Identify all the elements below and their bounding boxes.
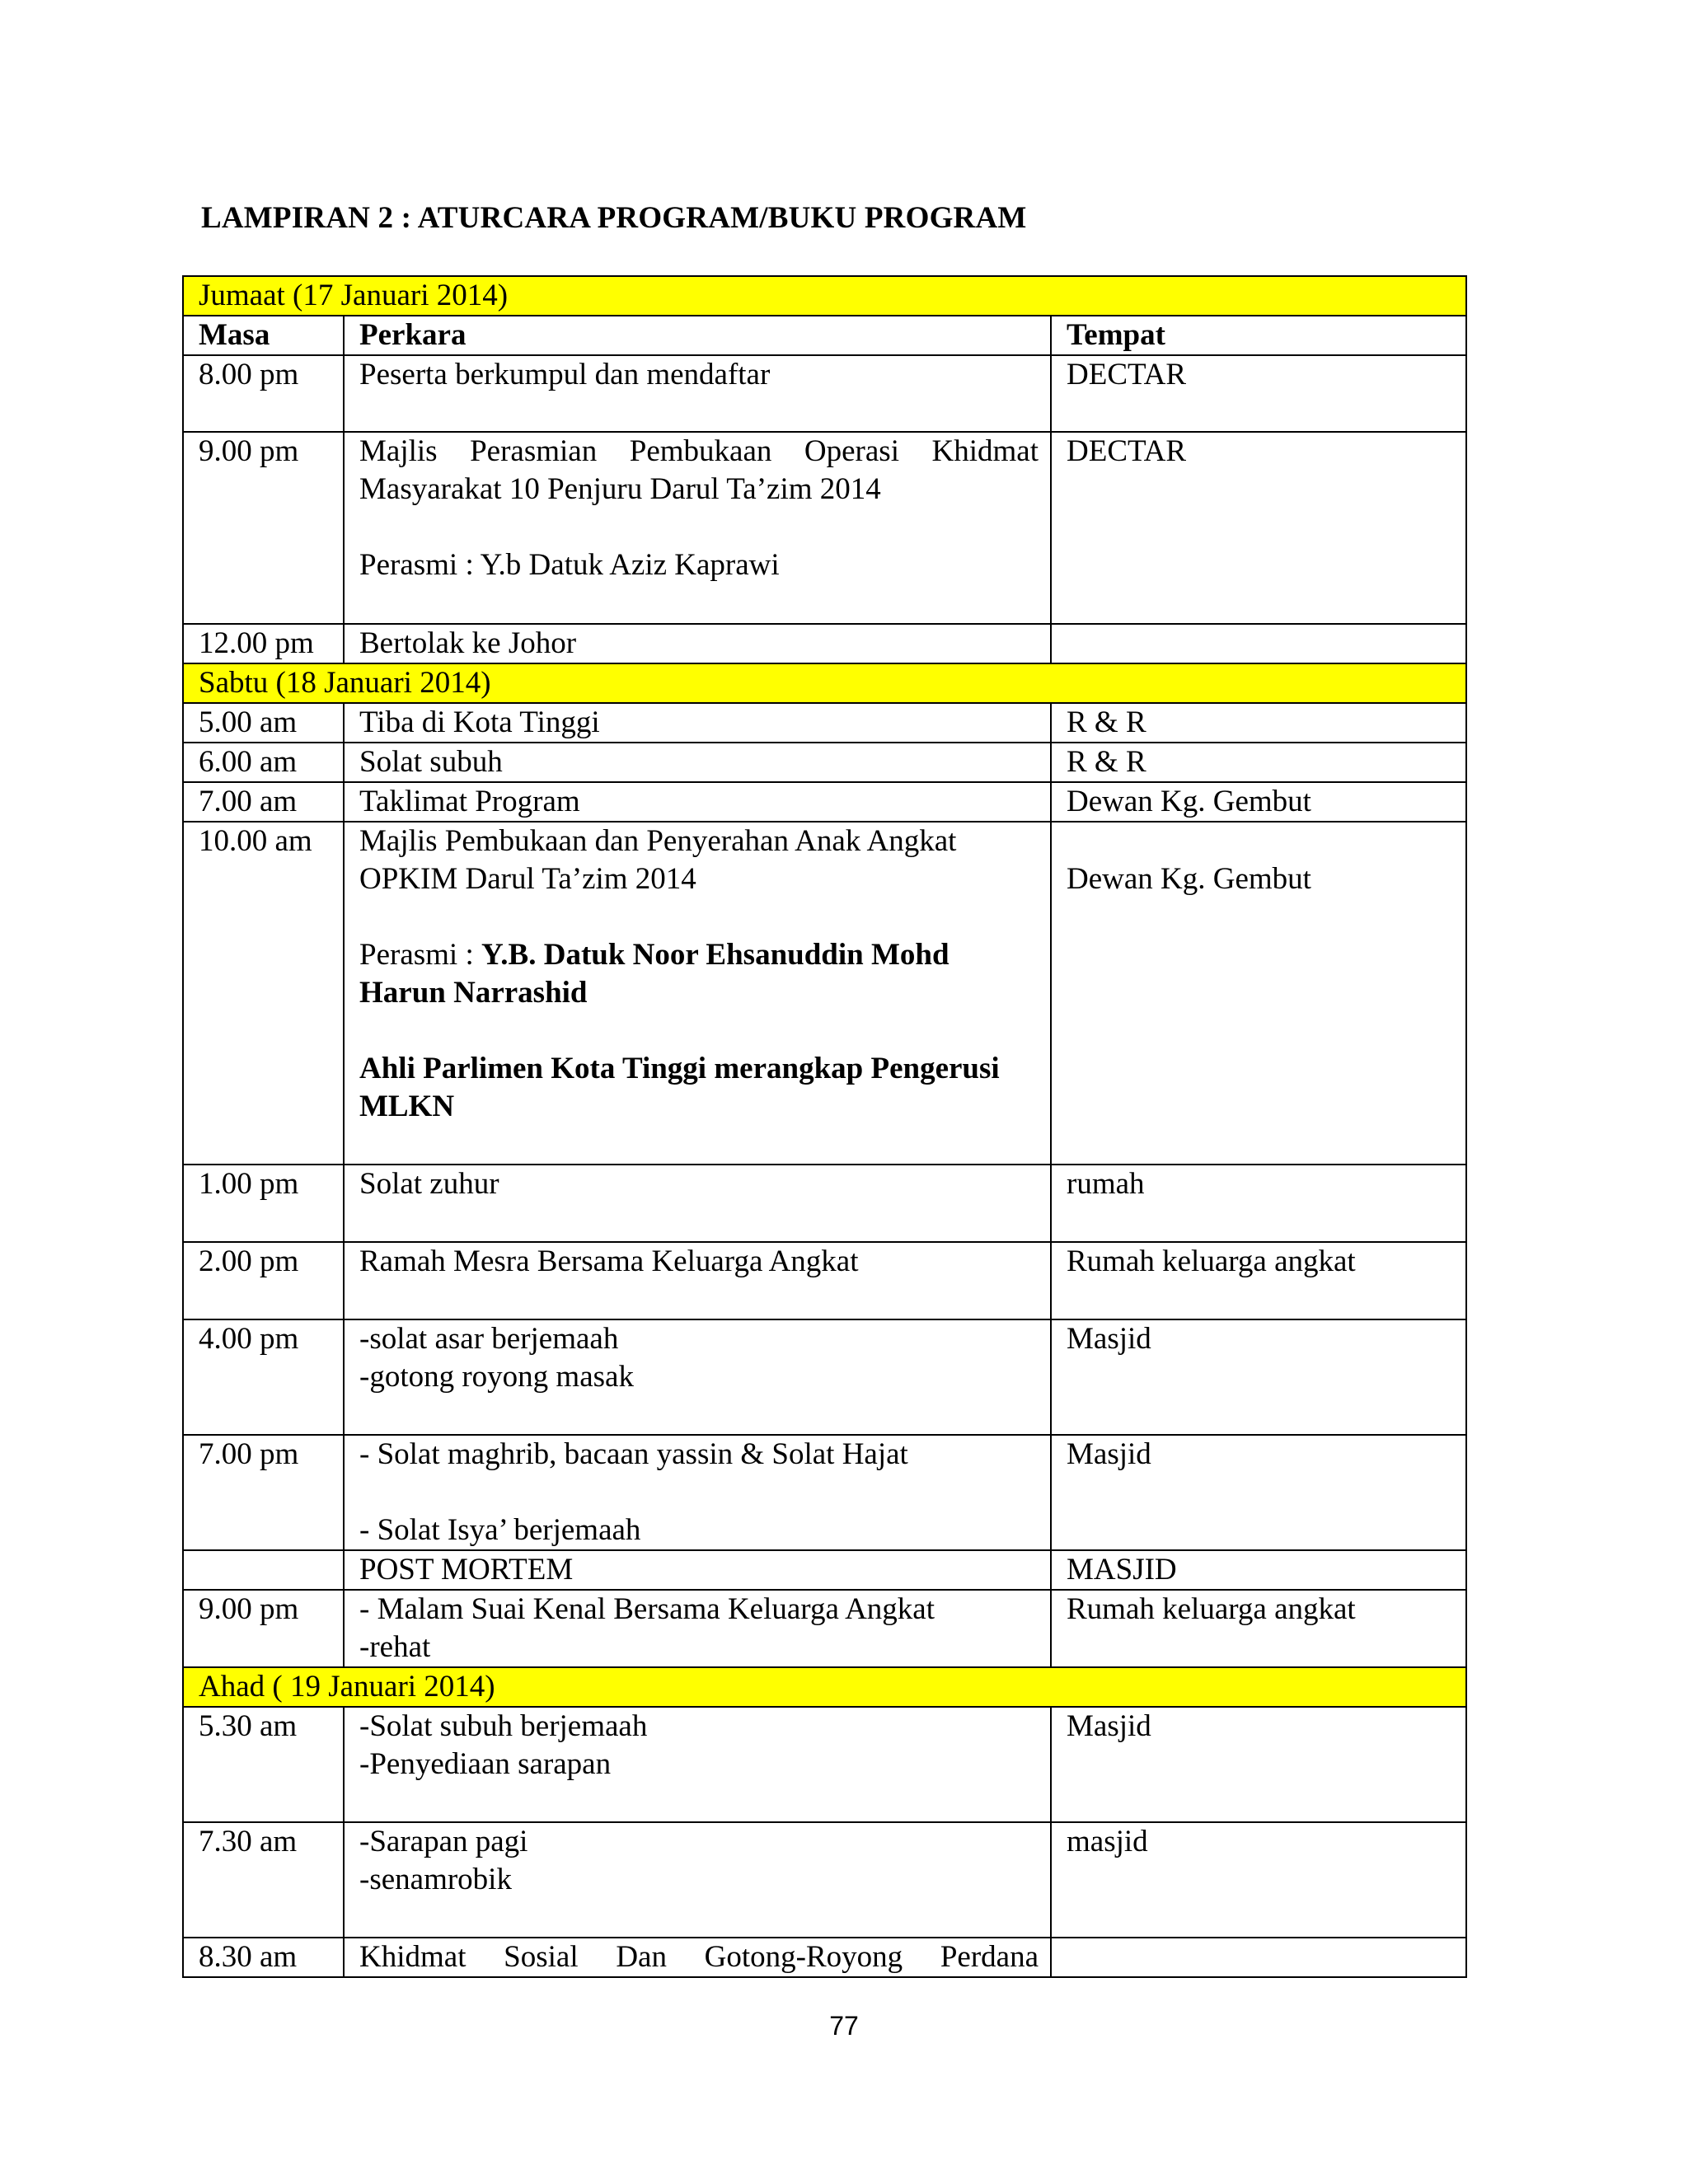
tempat-cell: Rumah keluarga angkat xyxy=(1051,1590,1466,1667)
column-header-perkara: Perkara xyxy=(344,316,1051,355)
table-row xyxy=(183,1435,1466,1550)
perkara-line: OPKIM Darul Ta’zim 2014 xyxy=(359,862,696,896)
table-row xyxy=(183,822,1466,1165)
schedule-table xyxy=(182,275,1467,1978)
perkara-line: - Solat maghrib, bacaan yassin & Solat Hajat xyxy=(359,1437,908,1471)
tempat-cell xyxy=(1051,624,1466,663)
perkara-cell xyxy=(344,1707,1051,1822)
table-row xyxy=(183,1590,1466,1667)
day-label: Ahad ( 19 Januari 2014) xyxy=(183,1667,1466,1707)
table-row xyxy=(183,1319,1466,1435)
perkara-cell: POST MORTEM xyxy=(344,1550,1051,1590)
masa-cell: 1.00 pm xyxy=(183,1165,344,1242)
perkara-line: -senamrobik xyxy=(359,1863,512,1896)
perkara-text: Majlis Perasmian Pembukaan Operasi Khidmat Masyarakat 10 Penjuru Darul Ta’zim 2014 xyxy=(359,434,1039,506)
tempat-text: Dewan Kg. Gembut xyxy=(1067,862,1311,896)
table-row xyxy=(183,1550,1466,1590)
perkara-cell: Tiba di Kota Tinggi xyxy=(344,703,1051,743)
perkara-cell xyxy=(344,822,1051,1165)
perkara-cell xyxy=(344,1435,1051,1550)
tempat-cell: Dewan Kg. Gembut xyxy=(1051,782,1466,822)
tempat-cell: Rumah keluarga angkat xyxy=(1051,1242,1466,1319)
tempat-cell: Masjid xyxy=(1051,1707,1466,1822)
perkara-cell xyxy=(344,1590,1051,1667)
perasmi-text xyxy=(359,936,1039,1012)
column-header-tempat: Tempat xyxy=(1051,316,1466,355)
day-label: Jumaat (17 Januari 2014) xyxy=(183,276,1466,316)
masa-cell: 8.00 pm xyxy=(183,355,344,432)
perkara-line: -Penyediaan sarapan xyxy=(359,1747,612,1781)
masa-cell: 7.00 am xyxy=(183,782,344,822)
perasmi-text: Perasmi : Y.b Datuk Aziz Kaprawi xyxy=(359,548,780,582)
tempat-cell: DECTAR xyxy=(1051,355,1466,432)
perasmi-role: Ahli Parlimen Kota Tinggi merangkap Pengerusi MLKN xyxy=(359,1052,1000,1123)
table-row xyxy=(183,1707,1466,1822)
masa-cell: 6.00 am xyxy=(183,743,344,782)
perkara-cell: Peserta berkumpul dan mendaftar xyxy=(344,355,1051,432)
perkara-cell xyxy=(344,1319,1051,1435)
masa-cell: 4.00 pm xyxy=(183,1319,344,1435)
tempat-cell: rumah xyxy=(1051,1165,1466,1242)
masa-cell: 9.00 pm xyxy=(183,432,344,624)
tempat-cell: R & R xyxy=(1051,703,1466,743)
table-row xyxy=(183,1242,1466,1319)
tempat-cell: R & R xyxy=(1051,743,1466,782)
masa-cell: 5.00 am xyxy=(183,703,344,743)
table-row xyxy=(183,1938,1466,1977)
page-title: LAMPIRAN 2 : ATURCARA PROGRAM/BUKU PROGRAM xyxy=(201,201,1027,235)
perkara-line: -gotong royong masak xyxy=(359,1360,634,1394)
perkara-line: - Malam Suai Kenal Bersama Keluarga Angkat xyxy=(359,1592,935,1626)
perkara-line: Majlis Pembukaan dan Penyerahan Anak Angkat xyxy=(359,824,957,858)
tempat-cell: masjid xyxy=(1051,1822,1466,1938)
masa-cell: 5.30 am xyxy=(183,1707,344,1822)
tempat-cell: Masjid xyxy=(1051,1435,1466,1550)
table-row xyxy=(183,1165,1466,1242)
day-header-jumaat xyxy=(183,276,1466,316)
masa-cell: 10.00 am xyxy=(183,822,344,1165)
column-header-row xyxy=(183,316,1466,355)
perkara-cell xyxy=(344,1938,1051,1977)
tempat-cell xyxy=(1051,822,1466,1165)
perkara-line: -solat asar berjemaah xyxy=(359,1322,619,1356)
masa-cell xyxy=(183,1550,344,1590)
tempat-cell: Masjid xyxy=(1051,1319,1466,1435)
perkara-line: - Solat Isya’ berjemaah xyxy=(359,1513,641,1547)
perkara-cell xyxy=(344,1822,1051,1938)
perkara-cell: Bertolak ke Johor xyxy=(344,624,1051,663)
tempat-cell: DECTAR xyxy=(1051,432,1466,624)
masa-cell: 7.00 pm xyxy=(183,1435,344,1550)
tempat-cell xyxy=(1051,1938,1466,1977)
day-header-ahad xyxy=(183,1667,1466,1707)
page-number: 77 xyxy=(829,2011,859,2041)
perkara-cell xyxy=(344,432,1051,624)
perkara-cell: Taklimat Program xyxy=(344,782,1051,822)
tempat-cell: MASJID xyxy=(1051,1550,1466,1590)
perkara-cell: Solat zuhur xyxy=(344,1165,1051,1242)
masa-cell: 12.00 pm xyxy=(183,624,344,663)
perasmi-name: Y.B. Datuk Noor Ehsanuddin Mohd Harun Narrashid xyxy=(359,938,950,1010)
perkara-line: -Sarapan pagi xyxy=(359,1825,528,1858)
perkara-line: -rehat xyxy=(359,1630,431,1664)
perkara-text: Khidmat Sosial Dan Gotong-Royong Perdana xyxy=(359,1940,1039,1974)
table-row xyxy=(183,432,1466,624)
column-header-masa: Masa xyxy=(183,316,344,355)
masa-cell: 7.30 am xyxy=(183,1822,344,1938)
table-row xyxy=(183,703,1466,743)
masa-cell: 2.00 pm xyxy=(183,1242,344,1319)
table-row xyxy=(183,624,1466,663)
table-row xyxy=(183,355,1466,432)
day-header-sabtu xyxy=(183,663,1466,703)
perkara-cell: Solat subuh xyxy=(344,743,1051,782)
table-row xyxy=(183,1822,1466,1938)
masa-cell: 8.30 am xyxy=(183,1938,344,1977)
perkara-line: -Solat subuh berjemaah xyxy=(359,1709,648,1743)
table-row xyxy=(183,743,1466,782)
perasmi-label: Perasmi : xyxy=(359,938,474,972)
table-row xyxy=(183,782,1466,822)
masa-cell: 9.00 pm xyxy=(183,1590,344,1667)
perkara-cell: Ramah Mesra Bersama Keluarga Angkat xyxy=(344,1242,1051,1319)
day-label: Sabtu (18 Januari 2014) xyxy=(183,663,1466,703)
